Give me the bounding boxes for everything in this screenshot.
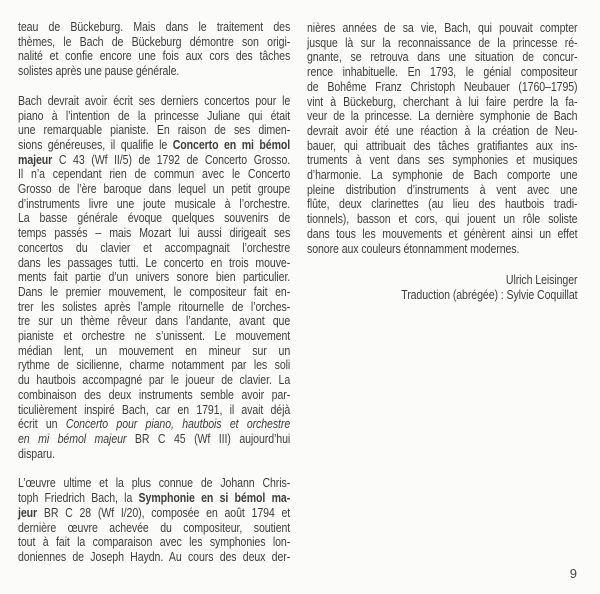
text-line	[18, 447, 290, 462]
text-line	[307, 95, 577, 110]
text-line	[18, 138, 290, 153]
bold-text: Symphonie en si bémol ma-	[138, 491, 291, 506]
text-line	[18, 521, 290, 536]
text-line	[18, 197, 290, 212]
body-text: thèmes, le Bach de Bückeburg démontre son origi-	[18, 34, 291, 49]
paragraph	[18, 476, 290, 564]
credits-block	[307, 273, 577, 302]
body-text: rythme de sicilienne, charme notamment par les soli	[18, 358, 291, 373]
body-text: devrait avoir été une réaction à la création de Neu-	[307, 123, 578, 138]
body-text: concertos du clavier et accompagnait l’orchestre	[18, 240, 291, 255]
text-line	[307, 153, 577, 168]
body-text: vint à Bückeburg, cherchant à lui faire perdre la fa-	[307, 94, 578, 109]
body-text: tre sur un thème rêveur dans l’andante, avant que	[18, 314, 291, 329]
body-text: disparu.	[18, 446, 55, 461]
text-line	[307, 242, 577, 257]
body-text: trer les solistes après l’ample ritournelle de l’orches-	[18, 299, 291, 314]
body-text: dans tous les mouvements et génèrent ainsi un effet	[307, 226, 578, 241]
body-text: de Bohême Franz Christoph Neubauer (1760–1795)	[307, 79, 578, 94]
body-text: gnante, se retrouva dans une situation de concur-	[307, 50, 578, 65]
body-text: Dans le premier mouvement, le compositeur fait en-	[18, 284, 291, 299]
italic-text: Concerto pour piano, hautbois et orchestre	[65, 417, 291, 432]
text-line	[307, 183, 577, 198]
body-text: nières années de sa vie, Bach, qui pouvait compter	[307, 21, 578, 35]
text-line	[18, 109, 290, 124]
body-text: Bach devrait avoir écrit ses derniers concertos pour le	[18, 93, 291, 108]
body-text: combinaison des deux instruments semble avoir par-	[18, 387, 291, 402]
text-line	[307, 21, 577, 36]
text-line	[18, 20, 290, 35]
body-text: piano à l’intention de la princesse Juliane qui était	[18, 108, 291, 123]
body-text: truments à vent dans ses symphonies et musiques	[307, 153, 578, 168]
body-text: ticulièrement inspiré Bach, car en 1791, il avait déjà	[18, 402, 291, 417]
text-line	[18, 35, 290, 50]
body-text: solistes après une pause générale.	[18, 64, 180, 79]
text-line	[18, 211, 290, 226]
bold-text: Concerto en mi bémol	[172, 137, 291, 152]
body-text: flûte, deux clarinettes (au lieu des hautbois tradi-	[307, 197, 578, 212]
text-line	[18, 300, 290, 315]
body-text: tionnels), basson et cors, qui jouent un rôle soliste	[307, 212, 578, 227]
text-line	[307, 139, 577, 154]
text-line	[18, 550, 290, 565]
text-line	[18, 167, 290, 182]
text-line	[18, 256, 290, 271]
body-text: pleine distribution d’instruments à vent avec une	[307, 182, 578, 197]
body-text: jusque là sur la reconnaissance de la princesse ré-	[307, 35, 578, 50]
text-line	[18, 49, 290, 64]
text-line	[18, 314, 290, 329]
text-line	[18, 388, 290, 403]
text-line	[18, 94, 290, 109]
text-line	[18, 153, 290, 168]
text-line	[307, 227, 577, 242]
right-text-column	[307, 21, 577, 303]
body-text: teau de Bückeburg. Mais dans le traitement des	[18, 20, 291, 34]
body-text: Grosso de l’ère baroque dans lequel un petit groupe	[18, 182, 291, 197]
text-line	[307, 109, 577, 124]
text-line	[18, 403, 290, 418]
text-line	[307, 50, 577, 65]
text-line	[18, 64, 290, 79]
text-line	[307, 65, 577, 80]
text-line	[18, 491, 290, 506]
left-text-column	[18, 20, 290, 565]
text-line	[18, 285, 290, 300]
body-text: pianiste et orchestre ne s’unissent. Le mouvement	[18, 329, 291, 344]
paragraph	[18, 20, 290, 79]
text-line	[18, 182, 290, 197]
text-line	[18, 123, 290, 138]
bold-text: jeur	[18, 505, 38, 520]
text-line	[307, 212, 577, 227]
text-line	[18, 373, 290, 388]
body-text: C 43 (Wf II/5) de 1792 de Concerto Grosso.	[52, 152, 291, 167]
body-text: toph Friedrich Bach, la	[18, 491, 139, 506]
body-text: dans les passages tutti. Le concerto en trois mouve-	[18, 255, 291, 270]
body-text: La basse générale évoque quelques souvenirs de	[18, 211, 291, 226]
body-text: rence inhabituelle. En 1793, le génial compositeur	[307, 65, 578, 80]
body-text: d’instruments livre une joute musicale à l’orchestre.	[18, 196, 291, 211]
text-line	[18, 329, 290, 344]
body-text: bauer, qui attribuait des tâches gratifiantes aux ins-	[307, 138, 578, 153]
body-text: écrit un	[18, 417, 66, 432]
body-text: d’harmonie. La symphonie de Bach comporte une	[307, 168, 578, 183]
body-text: médian lent, un mouvement en mineur sur un	[18, 343, 291, 358]
body-text: dernière œuvre achevée du compositeur, soutient	[18, 520, 291, 535]
body-text: tout à fait la comparaison avec les symphonies lon-	[18, 535, 291, 550]
body-text: nalité et confie encore une fois aux cors des tâches	[18, 49, 291, 64]
page-number: 9	[569, 566, 577, 581]
body-text: doniennes de Joseph Haydn. Au cours des deux der-	[18, 549, 291, 564]
text-line	[307, 197, 577, 212]
body-text: L’œuvre ultime et la plus connue de Johann Chris-	[18, 476, 291, 491]
author-credit: Ulrich Leisinger	[505, 273, 578, 288]
translation-credit: Traduction (abrégée) : Sylvie Coquillat	[401, 287, 578, 302]
body-text: temps passés – mais Mozart lui aussi dirigeait ses	[18, 226, 291, 241]
body-text: du hautbois accompagné par le joueur de clavier. La	[18, 373, 291, 388]
body-text: une remarquable pianiste. En raison de ses dimen-	[18, 123, 291, 138]
text-line	[307, 80, 577, 95]
body-text: veur de la princesse. La dernière symphonie de Bach	[307, 109, 578, 124]
body-text: BR C 28 (Wf I/20), composée en août 1794 et	[37, 505, 291, 520]
text-line	[18, 226, 290, 241]
text-line	[18, 476, 290, 491]
body-text: BR C 45 (Wf III) aujourd’hui	[126, 431, 291, 446]
text-line	[18, 432, 290, 447]
paragraph	[307, 21, 577, 256]
text-line	[18, 417, 290, 432]
bold-text: majeur	[18, 152, 53, 167]
text-line	[18, 535, 290, 550]
body-text: Il n’a cependant rien de commun avec le Concerto	[18, 167, 291, 182]
text-line	[18, 241, 290, 256]
text-line	[18, 358, 290, 373]
text-line	[307, 124, 577, 139]
text-line	[307, 36, 577, 51]
body-text: sions généreuses, il qualifie le	[18, 137, 173, 152]
body-text: ments fait partie d’un univers sonore bien particulier.	[18, 270, 291, 285]
body-text: sonore aux couleurs étonnamment modernes.	[307, 241, 520, 256]
text-line	[18, 270, 290, 285]
text-line	[18, 344, 290, 359]
text-line	[18, 506, 290, 521]
italic-text: en mi bémol majeur	[18, 431, 127, 446]
paragraph	[18, 94, 290, 462]
text-line	[307, 168, 577, 183]
